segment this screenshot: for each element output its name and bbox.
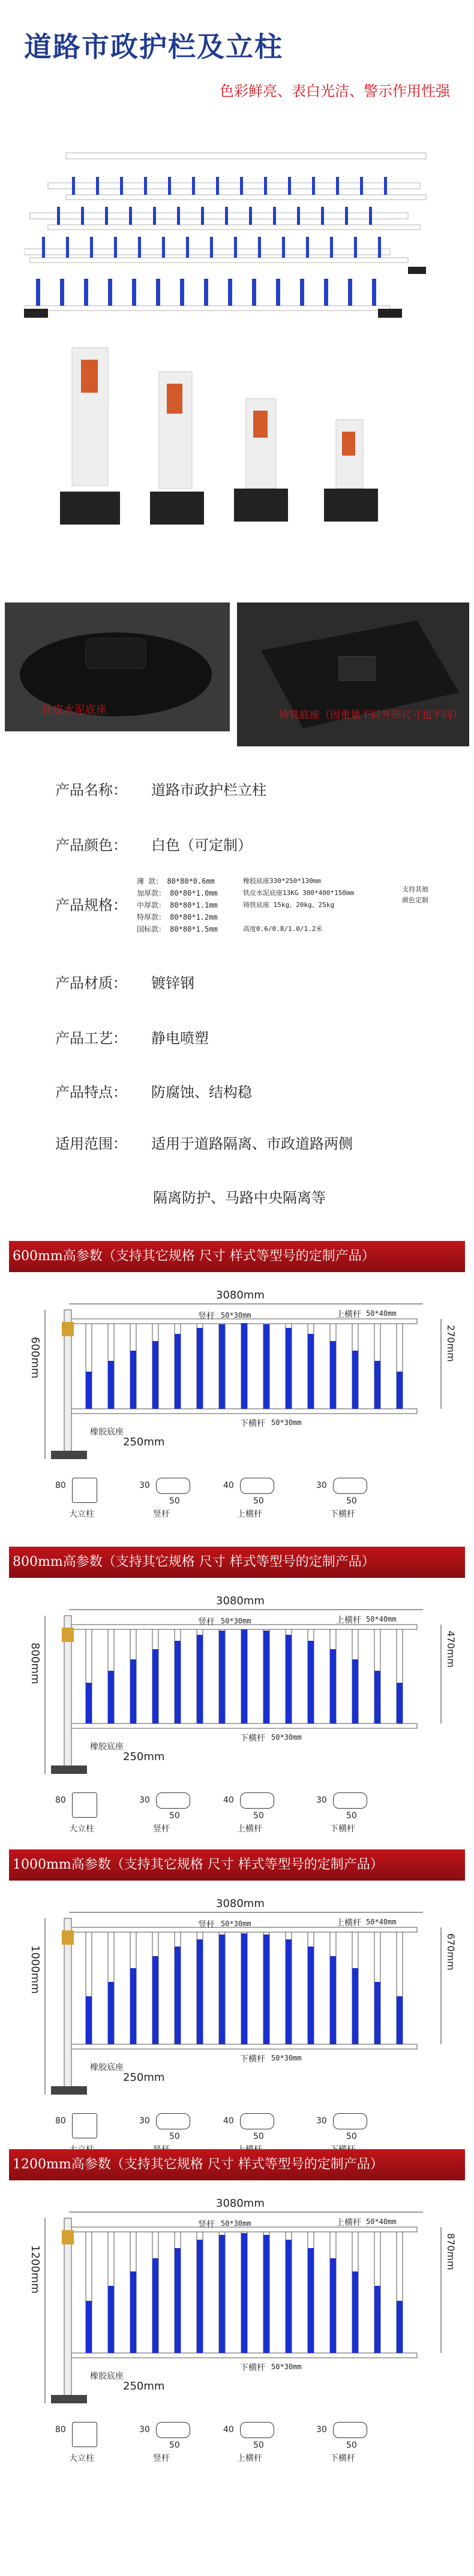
upright-blue-fill xyxy=(219,2235,225,2353)
upright-blue-fill xyxy=(152,1341,158,1409)
bottom-rail xyxy=(69,1724,417,1728)
section-label: 竖杆 xyxy=(153,2454,170,2463)
height-label: 1000mm xyxy=(29,1945,41,1994)
spec-material-row xyxy=(55,971,194,992)
upright-blue-fill xyxy=(241,1933,247,2044)
upright-blue-fill xyxy=(219,1324,225,1409)
width-label: 3080mm xyxy=(216,2197,265,2210)
spec-value: 防腐蚀、结构稳 xyxy=(151,1084,252,1101)
spec-value: 白色（可定制） xyxy=(151,837,252,854)
page-subtitle: 色彩鲜亮、表白光洁、警示作用性强 xyxy=(220,83,450,100)
section-dim-50: 50 xyxy=(253,2132,264,2141)
spec-line: 铁皮水泥底座13KG 300*400*150mm xyxy=(243,889,355,897)
spec-color-row xyxy=(55,833,252,854)
rubber-base xyxy=(51,2395,87,2403)
inner-height-label: 270mm xyxy=(445,1325,457,1362)
post-reflector xyxy=(62,2230,74,2244)
upright-blue-fill xyxy=(86,1683,92,1724)
upright-blue-fill xyxy=(219,1935,225,2044)
spec-value: 适用于道路隔离、市政道路两侧 xyxy=(151,1135,353,1152)
section-dim: 80 xyxy=(55,2116,66,2126)
upright-blue-fill xyxy=(86,1996,92,2044)
upright-blue-fill xyxy=(197,1328,203,1409)
section-dim-50: 50 xyxy=(169,2132,180,2141)
section-label: 上横杆 xyxy=(237,1510,262,1519)
upright-blue-fill xyxy=(175,1334,181,1409)
top-rail-size: 50*40mm xyxy=(366,1918,397,1926)
top-rail-label: 上横杆 xyxy=(336,1918,361,1928)
spec-line: 颜色定制 xyxy=(402,896,428,904)
spec-label: 产品工艺： xyxy=(55,1030,127,1047)
bottom-rail-size: 50*30mm xyxy=(271,1733,302,1742)
base-width-label: 250mm xyxy=(123,2071,165,2084)
bottom-rail-label: 下横杆 xyxy=(240,1419,265,1429)
bottom-rail-size: 50*30mm xyxy=(271,2363,302,2371)
cast-iron-base-photo xyxy=(237,602,469,746)
upright-blue-fill xyxy=(308,1947,314,2044)
section-dim: 40 xyxy=(223,1481,234,1490)
upright-blue-fill xyxy=(175,2248,181,2353)
spec-label: 产品特点： xyxy=(55,1084,127,1101)
upright-label: 竖杆 xyxy=(198,2220,215,2229)
section-label: 下横杆 xyxy=(330,1824,355,1834)
upright-blue-fill xyxy=(263,1935,269,2044)
section-dim: 30 xyxy=(316,1481,327,1490)
bottom-rail-label: 下横杆 xyxy=(240,2363,265,2373)
spec-line: 橡胶底座330*250*130mm xyxy=(243,877,322,885)
spec-label: 产品名称： xyxy=(55,782,127,799)
spec-line: 特厚款： 80*80*1.2mm xyxy=(137,913,218,921)
section-dim-50: 50 xyxy=(253,1496,264,1506)
section-label: 上横杆 xyxy=(237,1824,262,1834)
section-profile-icon xyxy=(156,2113,190,2129)
rubber-base xyxy=(51,1765,87,1774)
bottom-rail xyxy=(69,2353,417,2358)
section-profile-icon xyxy=(72,2113,97,2138)
upright-blue-fill xyxy=(130,1351,136,1409)
section-dim: 80 xyxy=(55,1795,66,1805)
upright-blue-fill xyxy=(330,1956,336,2044)
upright-blue-fill xyxy=(130,1968,136,2044)
upright-blue-fill xyxy=(263,1631,269,1724)
spec-line: 加厚款： 80*80*1.0mm xyxy=(137,889,218,897)
upright-blue-fill xyxy=(108,2286,114,2353)
top-rail-label: 上横杆 xyxy=(336,2218,361,2228)
top-rail xyxy=(69,2227,417,2232)
base-width-label: 250mm xyxy=(123,2380,165,2393)
upright-blue-fill xyxy=(152,1956,158,2044)
upright-size: 50*30mm xyxy=(221,2219,251,2228)
spec-feature-row xyxy=(55,1080,252,1101)
upright-blue-fill xyxy=(374,1361,380,1409)
upright-blue-fill xyxy=(197,1939,203,2044)
upright-blue-fill xyxy=(374,1982,380,2044)
upright-blue-fill xyxy=(397,2301,403,2353)
height-label: 1200mm xyxy=(29,2245,41,2294)
upright-blue-fill xyxy=(286,1939,292,2044)
upright-blue-fill xyxy=(108,1982,114,2044)
base-label: 橡胶底座 xyxy=(90,2372,124,2381)
base-width-label: 250mm xyxy=(123,1436,165,1448)
spec-thickness-list xyxy=(137,875,218,935)
section-dim: 30 xyxy=(139,1481,150,1490)
section-dim-50: 50 xyxy=(253,2441,264,2450)
section-dim-50: 50 xyxy=(346,1811,357,1821)
section-profile-icon xyxy=(333,2422,367,2438)
spec-value: 道路市政护栏立柱 xyxy=(151,782,266,799)
upright-blue-fill xyxy=(152,2258,158,2353)
section-dim: 30 xyxy=(316,1795,327,1805)
spec-scope-row xyxy=(55,1132,353,1153)
section-profile-icon xyxy=(333,1478,367,1494)
post-reflector xyxy=(62,1930,74,1945)
upright-blue-fill xyxy=(86,2301,92,2353)
upright-blue-fill xyxy=(352,2271,358,2353)
cast-iron-base-caption: 铸铁底座（因重量不同外形尺寸也不同） xyxy=(279,709,463,721)
cement-base-caption: 铁皮水泥底座 xyxy=(42,704,107,716)
base-label: 橡胶底座 xyxy=(90,1427,124,1437)
section-profile-icon xyxy=(240,1792,274,1809)
top-rail-size: 50*40mm xyxy=(366,1309,397,1318)
upright-blue-fill xyxy=(241,1323,247,1409)
fence-hero-illustration xyxy=(24,135,438,336)
upright-blue-fill xyxy=(219,1631,225,1724)
section-dim: 30 xyxy=(316,2116,327,2126)
top-rail-label: 上横杆 xyxy=(336,1616,361,1625)
spec-value: 静电喷塑 xyxy=(151,1030,209,1047)
upright-label: 竖杆 xyxy=(198,1920,215,1930)
section-dim-50: 50 xyxy=(169,2441,180,2450)
spec-process-row xyxy=(55,1026,209,1047)
upright-blue-fill xyxy=(397,1996,403,2044)
section-profile-icon xyxy=(156,1792,190,1809)
spec-label: 产品规格： xyxy=(55,897,127,914)
inner-height-label: 670mm xyxy=(445,1933,457,1971)
spec-color-note xyxy=(402,884,428,906)
upright-blue-fill xyxy=(108,1361,114,1409)
upright-blue-fill xyxy=(352,1659,358,1724)
base-width-label: 250mm xyxy=(123,1751,165,1763)
section-dim: 80 xyxy=(55,2425,66,2435)
posts-illustration xyxy=(60,336,414,531)
height-label: 600mm xyxy=(29,1337,41,1379)
upright-blue-fill xyxy=(330,2258,336,2353)
top-rail-size: 50*40mm xyxy=(366,2218,397,2226)
spec-line: 中厚款： 80*80*1.1mm xyxy=(137,901,218,909)
upright-blue-fill xyxy=(330,1341,336,1409)
upright-blue-fill xyxy=(286,1635,292,1724)
bottom-rail xyxy=(69,2044,417,2049)
upright-label: 竖杆 xyxy=(198,1312,215,1321)
upright-blue-fill xyxy=(130,1659,136,1724)
main-post xyxy=(64,2218,71,2398)
section-dim: 40 xyxy=(223,1795,234,1805)
section-label: 竖杆 xyxy=(153,1824,170,1834)
width-label: 3080mm xyxy=(216,1595,265,1607)
section-dim: 30 xyxy=(139,2116,150,2126)
section-profile-icon xyxy=(240,2422,274,2438)
spec-line: 薄 款： 80*80*0.6mm xyxy=(137,877,215,885)
spec-label: 产品颜色： xyxy=(55,837,127,854)
upright-blue-fill xyxy=(241,1629,247,1724)
rubber-base xyxy=(51,1451,87,1459)
upright-blue-fill xyxy=(397,1683,403,1724)
section-dim-50: 50 xyxy=(253,1811,264,1821)
upright-blue-fill xyxy=(352,1351,358,1409)
upright-size: 50*30mm xyxy=(221,1920,251,1928)
inner-height-label: 470mm xyxy=(445,1631,457,1668)
base-label: 橡胶底座 xyxy=(90,1742,124,1752)
spec-name-row xyxy=(55,778,266,799)
spec-line: 铸铁底座 15kg、20kg、25kg xyxy=(243,901,335,909)
section-label: 上横杆 xyxy=(237,2454,262,2463)
upright-blue-fill xyxy=(352,1968,358,2044)
width-label: 3080mm xyxy=(216,1289,265,1301)
section-dim: 30 xyxy=(316,2425,327,2435)
upright-blue-fill xyxy=(308,1641,314,1724)
bottom-rail xyxy=(69,1409,417,1414)
spec-value: 镀锌钢 xyxy=(151,975,194,992)
upright-blue-fill xyxy=(330,1649,336,1724)
upright-blue-fill xyxy=(241,2233,247,2353)
section-profile-icon xyxy=(156,2422,190,2438)
section-profile-icon xyxy=(156,1478,190,1494)
spec-line: 国标款： 80*80*1.5mm xyxy=(137,925,218,933)
upright-blue-fill xyxy=(130,2271,136,2353)
section-label: 下横杆 xyxy=(330,1510,355,1519)
section-header-bar: 800mm高参数（支持其它规格 尺寸 样式等型号的定制产品） xyxy=(9,1547,465,1578)
height-label: 800mm xyxy=(29,1643,41,1685)
upright-blue-fill xyxy=(197,1635,203,1724)
section-label: 大立柱 xyxy=(69,2454,94,2463)
section-dim: 30 xyxy=(139,1795,150,1805)
post-reflector xyxy=(62,1322,74,1336)
base-label: 橡胶底座 xyxy=(90,2063,124,2072)
section-profile-icon xyxy=(72,1478,97,1503)
upright-label: 竖杆 xyxy=(198,1617,215,1627)
post-reflector xyxy=(62,1628,74,1642)
upright-blue-fill xyxy=(152,1649,158,1724)
upright-blue-fill xyxy=(263,1324,269,1409)
upright-blue-fill xyxy=(175,1641,181,1724)
section-profile-icon xyxy=(72,1792,97,1818)
section-label: 竖杆 xyxy=(153,1510,170,1519)
top-rail xyxy=(69,1625,417,1629)
section-header-bar: 1000mm高参数（支持其它规格 尺寸 样式等型号的定制产品） xyxy=(9,1849,465,1881)
section-dim-50: 50 xyxy=(169,1811,180,1821)
upright-blue-fill xyxy=(374,1671,380,1724)
section-header-bar: 600mm高参数（支持其它规格 尺寸 样式等型号的定制产品） xyxy=(9,1241,465,1272)
section-dim: 80 xyxy=(55,1481,66,1490)
section-label: 大立柱 xyxy=(69,1824,94,1834)
section-label: 下横杆 xyxy=(330,2454,355,2463)
upright-size: 50*30mm xyxy=(221,1617,251,1625)
section-profile-icon xyxy=(240,2113,274,2129)
top-rail-label: 上横杆 xyxy=(336,1310,361,1319)
upright-blue-fill xyxy=(263,2235,269,2353)
top-rail xyxy=(69,1927,417,1932)
section-dim-50: 50 xyxy=(346,2441,357,2450)
spec-label: 产品材质： xyxy=(55,975,127,992)
cement-base-photo xyxy=(5,602,230,731)
upright-blue-fill xyxy=(308,1334,314,1409)
section-dim: 40 xyxy=(223,2116,234,2126)
section-dim-50: 50 xyxy=(169,1496,180,1506)
bottom-rail-size: 50*30mm xyxy=(271,2054,302,2062)
top-rail-size: 50*40mm xyxy=(366,1615,397,1623)
bottom-rail-label: 下横杆 xyxy=(240,2054,265,2064)
upright-blue-fill xyxy=(374,2286,380,2353)
spec-line: 高度0.6/0.8/1.0/1.2米 xyxy=(243,925,323,933)
section-profile-icon xyxy=(72,2422,97,2447)
upright-size: 50*30mm xyxy=(221,1311,251,1319)
bottom-rail-size: 50*30mm xyxy=(271,1418,302,1427)
upright-blue-fill xyxy=(286,1328,292,1409)
spec-base-list xyxy=(243,875,354,935)
section-profile-icon xyxy=(333,2113,367,2129)
upright-blue-fill xyxy=(175,1947,181,2044)
section-dim: 30 xyxy=(139,2425,150,2435)
section-header-bar: 1200mm高参数（支持其它规格 尺寸 样式等型号的定制产品） xyxy=(9,2149,465,2180)
top-rail xyxy=(69,1319,417,1324)
section-dim-50: 50 xyxy=(346,1496,357,1506)
width-label: 3080mm xyxy=(216,1897,265,1910)
bottom-rail-label: 下横杆 xyxy=(240,1734,265,1743)
section-label: 大立柱 xyxy=(69,1510,94,1519)
upright-blue-fill xyxy=(86,1372,92,1409)
section-dim-50: 50 xyxy=(346,2132,357,2141)
upright-blue-fill xyxy=(397,1372,403,1409)
spec-scope-line2: 隔离防护、马路中央隔离等 xyxy=(153,1189,326,1206)
spec-label: 适用范围： xyxy=(55,1135,127,1152)
rubber-base xyxy=(51,2086,87,2095)
section-profile-icon xyxy=(240,1478,274,1494)
section-profile-icon xyxy=(333,1792,367,1809)
upright-blue-fill xyxy=(108,1671,114,1724)
upright-blue-fill xyxy=(197,2240,203,2353)
upright-blue-fill xyxy=(308,2248,314,2353)
section-dim: 40 xyxy=(223,2425,234,2435)
inner-height-label: 870mm xyxy=(445,2233,457,2270)
page-title: 道路市政护栏及立柱 xyxy=(24,31,283,63)
spec-line: 支持其他 xyxy=(402,885,428,893)
upright-blue-fill xyxy=(286,2240,292,2353)
